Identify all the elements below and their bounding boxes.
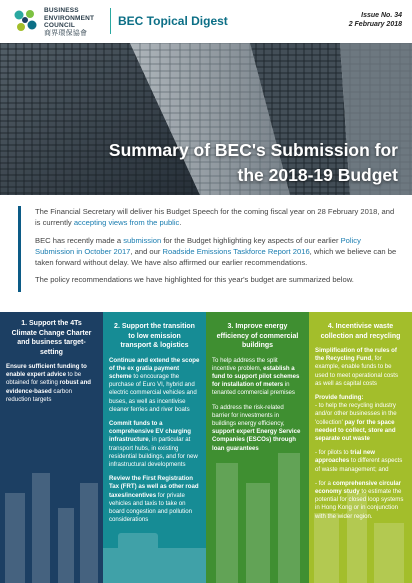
- column-paragraph: [315, 480, 406, 521]
- column-energy-efficiency: [206, 312, 309, 583]
- intro-text: BEC has recently made a: [35, 235, 124, 245]
- column-paragraph: [6, 363, 97, 404]
- body-text: , for example, enable funds to be used to meet operational costs as well as capital costs: [315, 355, 398, 387]
- column-paragraph: [212, 357, 303, 398]
- body-text: carbon reduction targets: [6, 387, 73, 403]
- page-title: [109, 138, 398, 188]
- bold-text: Review the First Registration Tax (FRT) as well as other road taxes/incentives: [109, 475, 199, 499]
- intro-text: The Financial Secretary will deliver his Budget Speech for the coming fiscal year on 28 February 2018, and is currently: [35, 207, 395, 228]
- column-heading: 4. Incentivise waste collection and recycling: [320, 323, 401, 340]
- policy-submission-link[interactable]: Policy Submission in October 2017: [35, 235, 361, 256]
- header: [0, 0, 412, 42]
- bold-text: robust and evidence-based: [6, 379, 92, 395]
- bold-text: establish a fund to support pilot schemes for installation of meters: [212, 364, 300, 389]
- bold-text: pay for the space needed to collect, store and separate out waste: [315, 418, 396, 443]
- title-line-2: the 2018-19 Budget: [237, 165, 398, 185]
- body-text: to be obtained for setting: [6, 371, 82, 387]
- intro-text: for the Budget highlighting key aspects of our earlier: [161, 235, 341, 245]
- header-divider: [110, 8, 111, 34]
- digest-title: BEC Topical Digest: [118, 14, 228, 28]
- bold-text: support expert Energy Service Companies (ESCOs) through loan guarantees: [212, 428, 301, 452]
- body-text: To address the risk-related barrier for investments in buildings energy efficiency,: [212, 403, 285, 427]
- bec-logo-icon: [10, 6, 40, 36]
- issue-number: Issue No. 34: [361, 12, 402, 19]
- intro-paragraph-2: [35, 235, 400, 269]
- column-body: [315, 347, 406, 521]
- body-text: - to help the recycling industry and/or other businesses in the 'collection': [315, 402, 397, 426]
- column-paragraph: [109, 475, 200, 524]
- body-text: - for a: [315, 479, 333, 487]
- body-text: , in particular at transport hubs, in existing residential buildings, and for new infrastructural developments: [109, 436, 198, 468]
- column-waste-recycling: [309, 312, 412, 583]
- column-paragraph: [212, 404, 303, 453]
- column-heading: 3. Improve energy efficiency of commercial buildings: [216, 323, 299, 349]
- bold-text: trial new approaches: [315, 449, 375, 465]
- column-heading: 2. Support the transition to low emission transport & logistics: [114, 323, 195, 349]
- column-low-emission-transport: [103, 312, 206, 583]
- bold-text: Continue and extend the scope of the ex gratia payment scheme: [109, 356, 200, 380]
- body-text: - for pilots to: [315, 449, 351, 457]
- org-line-1: BUSINESS: [44, 7, 79, 14]
- column-paragraph: [315, 347, 406, 388]
- body-text: To help address the split incentive problem,: [212, 356, 278, 372]
- column-climate-charter: [0, 312, 103, 583]
- column-background-image: [0, 453, 103, 583]
- intro-section: [18, 206, 400, 292]
- bold-text: Simplification of the rules of the Recycling Fund: [315, 347, 397, 363]
- organization-name: [44, 7, 94, 37]
- org-line-3: COUNCIL: [44, 22, 76, 29]
- intro-text: , and our: [130, 246, 163, 256]
- roadside-report-link[interactable]: Roadside Emissions Taskforce Report 2016: [162, 246, 310, 256]
- submission-link[interactable]: submission: [123, 235, 162, 245]
- column-paragraph: [109, 357, 200, 414]
- issue-date: 2 February 2018: [348, 21, 402, 28]
- column-paragraph: [315, 449, 406, 474]
- column-paragraph: [315, 394, 406, 443]
- intro-text: .: [179, 218, 182, 228]
- column-background-image: [206, 453, 309, 583]
- hero-banner: [0, 43, 412, 195]
- column-body: [109, 357, 200, 525]
- column-body: [212, 357, 303, 453]
- intro-paragraph-1: [35, 206, 400, 229]
- title-line-1: Summary of BEC's Submission for: [108, 140, 398, 160]
- body-text: to encourage the purchase of Euro VI, hybrid and electric commercial vehicles and buses, as well as incentivise cleaner ferries and river boats: [109, 372, 197, 413]
- bold-text: Commit funds to a comprehensive EV charging infrastructure: [109, 419, 191, 444]
- bold-text: comprehensive circular economy study: [315, 479, 402, 496]
- bold-text: Provide funding:: [315, 394, 364, 402]
- recommendation-columns: [0, 312, 412, 583]
- bold-text: Ensure sufficient funding to enable expert advice: [6, 363, 87, 379]
- accepting-views-link[interactable]: accepting views from the public: [73, 218, 180, 228]
- column-paragraph: [109, 420, 200, 469]
- body-text: in tenanted commercial premises: [212, 381, 295, 397]
- issue-info: [349, 11, 402, 29]
- org-line-2: ENVIRONMENT: [44, 14, 95, 22]
- column-heading: 1. Support the 4Ts Climate Change Charter and business target-setting: [11, 320, 92, 356]
- org-name-chinese: 商界環保協會: [44, 29, 88, 37]
- body-text: to different aspects of waste management; and: [315, 457, 403, 473]
- body-text: for private vehicles and taxis to take on board congestion and pollution considerations: [109, 491, 193, 524]
- body-text: to estimate the potential for closed loop systems in Hong Kong or in conjunction with the wider region.: [315, 488, 404, 520]
- intro-paragraph-3: The policy recommendations we have highlighted for this year's budget are summarized below.: [35, 275, 354, 285]
- column-body: [6, 363, 97, 404]
- intro-text: , which we believe can be taken forward without delay. We have also affirmed our earlier recommendations.: [35, 246, 397, 268]
